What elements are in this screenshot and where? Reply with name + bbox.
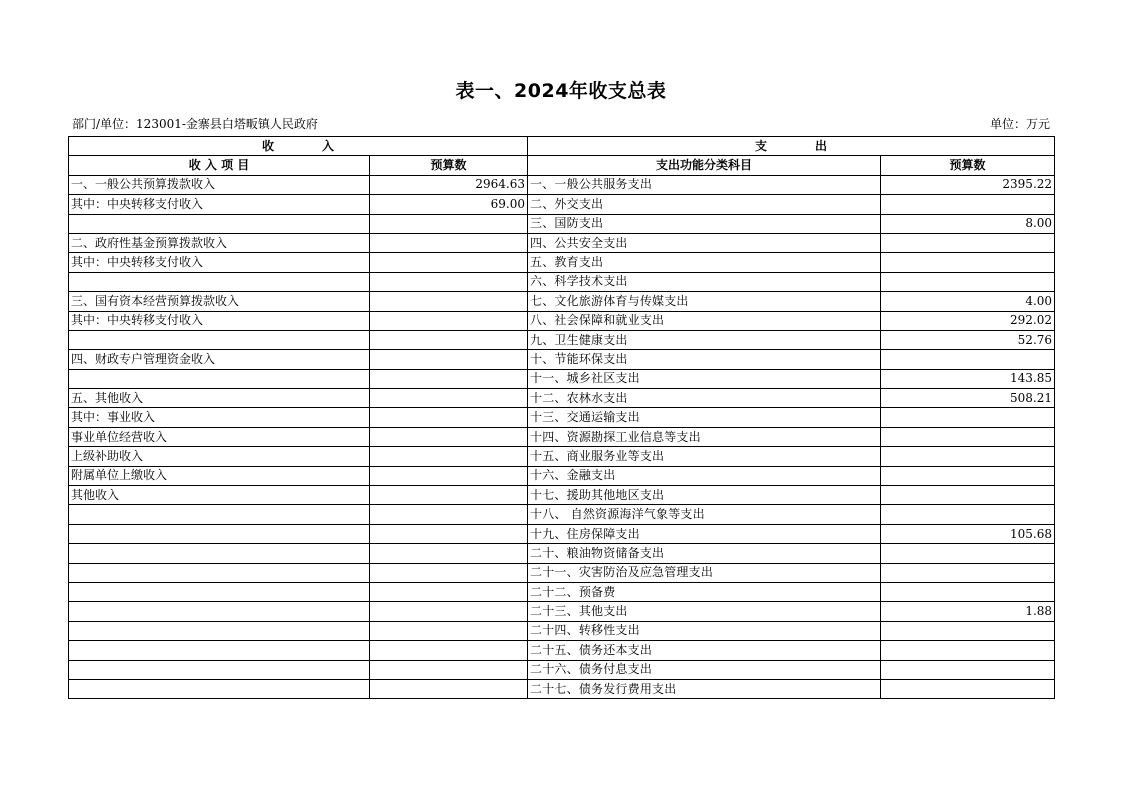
income-item-cell: 三、国有资本经营预算拨款收入: [69, 292, 370, 311]
income-item-cell: [69, 330, 370, 349]
expense-amount-cell: [881, 233, 1055, 252]
income-amount-cell: [370, 408, 528, 427]
table-row: [69, 311, 1055, 330]
expense-item-cell: 二十三、其他支出: [528, 602, 881, 621]
income-item-cell: [69, 660, 370, 679]
expense-item-cell: 四、公共安全支出: [528, 233, 881, 252]
table-row: [69, 660, 1055, 679]
income-item-cell: [69, 582, 370, 601]
expense-amount-cell: [881, 427, 1055, 446]
table-row: [69, 447, 1055, 466]
expense-amount-cell: [881, 195, 1055, 214]
income-amount-cell: [370, 582, 528, 601]
income-item-cell: 五、其他收入: [69, 389, 370, 408]
table-header-row-2: [69, 156, 1055, 175]
table-row: [69, 563, 1055, 582]
income-item-cell: [69, 524, 370, 543]
expense-amount-cell: 508.21: [881, 389, 1055, 408]
table-row: [69, 330, 1055, 349]
expense-item-cell: 十七、援助其他地区支出: [528, 486, 881, 505]
income-amount-cell: [370, 505, 528, 524]
income-amount-cell: [370, 292, 528, 311]
expense-amount-cell: 105.68: [881, 524, 1055, 543]
table-row: [69, 272, 1055, 291]
expense-item-cell: 七、文化旅游体育与传媒支出: [528, 292, 881, 311]
expense-amount-cell: [881, 679, 1055, 698]
expense-item-cell: 十一、城乡社区支出: [528, 369, 881, 388]
income-header: 收 入: [69, 137, 528, 156]
income-item-cell: 一、一般公共预算拨款收入: [69, 175, 370, 194]
expense-header: 支 出: [528, 137, 1055, 156]
expense-budget-header: 预算数: [881, 156, 1055, 175]
income-item-header: 收 入 项 目: [69, 156, 370, 175]
income-item-cell: [69, 602, 370, 621]
income-amount-cell: [370, 466, 528, 485]
income-item-cell: [69, 214, 370, 233]
table-row: [69, 233, 1055, 252]
table-row: [69, 292, 1055, 311]
income-amount-cell: [370, 389, 528, 408]
expense-item-cell: 二、外交支出: [528, 195, 881, 214]
income-item-cell: 事业单位经营收入: [69, 427, 370, 446]
income-amount-cell: [370, 544, 528, 563]
expense-amount-cell: [881, 486, 1055, 505]
income-amount-cell: [370, 233, 528, 252]
income-amount-cell: [370, 563, 528, 582]
budget-table: [68, 136, 1055, 699]
expense-item-cell: 二十四、转移性支出: [528, 621, 881, 640]
expense-amount-cell: [881, 466, 1055, 485]
expense-item-cell: 十、节能环保支出: [528, 350, 881, 369]
expense-item-cell: 十二、农林水支出: [528, 389, 881, 408]
income-amount-cell: [370, 660, 528, 679]
expense-amount-cell: [881, 582, 1055, 601]
expense-item-cell: 十六、金融支出: [528, 466, 881, 485]
income-item-cell: [69, 641, 370, 660]
expense-amount-cell: [881, 408, 1055, 427]
expense-item-cell: 三、国防支出: [528, 214, 881, 233]
expense-amount-cell: 2395.22: [881, 175, 1055, 194]
income-amount-cell: 2964.63: [370, 175, 528, 194]
income-item-cell: 上级补助收入: [69, 447, 370, 466]
income-item-cell: [69, 272, 370, 291]
income-item-cell: [69, 621, 370, 640]
income-amount-cell: [370, 486, 528, 505]
expense-amount-cell: [881, 505, 1055, 524]
income-amount-cell: [370, 524, 528, 543]
table-row: [69, 602, 1055, 621]
income-amount-cell: [370, 427, 528, 446]
income-item-cell: 其他收入: [69, 486, 370, 505]
table-row: [69, 214, 1055, 233]
income-amount-cell: [370, 311, 528, 330]
income-item-cell: [69, 369, 370, 388]
income-amount-cell: [370, 330, 528, 349]
table-row: [69, 466, 1055, 485]
income-amount-cell: 69.00: [370, 195, 528, 214]
expense-item-cell: 五、教育支出: [528, 253, 881, 272]
expense-item-cell: 十四、资源勘探工业信息等支出: [528, 427, 881, 446]
expense-item-cell: 十八、 自然资源海洋气象等支出: [528, 505, 881, 524]
expense-item-cell: 十三、交通运输支出: [528, 408, 881, 427]
income-amount-cell: [370, 214, 528, 233]
expense-amount-cell: 1.88: [881, 602, 1055, 621]
expense-amount-cell: [881, 253, 1055, 272]
income-item-cell: 四、财政专户管理资金收入: [69, 350, 370, 369]
table-row: [69, 195, 1055, 214]
income-item-cell: 其中：事业收入: [69, 408, 370, 427]
expense-amount-cell: 292.02: [881, 311, 1055, 330]
table-row: [69, 641, 1055, 660]
income-amount-cell: [370, 253, 528, 272]
expense-item-cell: 六、科学技术支出: [528, 272, 881, 291]
table-row: [69, 505, 1055, 524]
expense-item-cell: 十五、商业服务业等支出: [528, 447, 881, 466]
expense-item-cell: 二十五、债务还本支出: [528, 641, 881, 660]
expense-amount-cell: 143.85: [881, 369, 1055, 388]
expense-amount-cell: [881, 447, 1055, 466]
income-item-cell: [69, 505, 370, 524]
expense-item-cell: 一、一般公共服务支出: [528, 175, 881, 194]
expense-amount-cell: 52.76: [881, 330, 1055, 349]
table-row: [69, 679, 1055, 698]
expense-item-cell: 二十二、预备费: [528, 582, 881, 601]
income-amount-cell: [370, 641, 528, 660]
expense-item-header: 支出功能分类科目: [528, 156, 881, 175]
expense-item-cell: 二十一、灾害防治及应急管理支出: [528, 563, 881, 582]
expense-amount-cell: 4.00: [881, 292, 1055, 311]
income-item-cell: [69, 563, 370, 582]
income-amount-cell: [370, 369, 528, 388]
income-budget-header: 预算数: [370, 156, 528, 175]
table-row: [69, 389, 1055, 408]
table-row: [69, 486, 1055, 505]
income-item-cell: 其中：中央转移支付收入: [69, 195, 370, 214]
income-amount-cell: [370, 679, 528, 698]
department-label: 部门/单位：123001-金寨县白塔畈镇人民政府: [72, 117, 318, 131]
table-row: [69, 408, 1055, 427]
income-amount-cell: [370, 272, 528, 291]
income-amount-cell: [370, 602, 528, 621]
expense-item-cell: 二十七、债务发行费用支出: [528, 679, 881, 698]
expense-amount-cell: [881, 641, 1055, 660]
expense-amount-cell: [881, 544, 1055, 563]
income-item-cell: 其中：中央转移支付收入: [69, 311, 370, 330]
expense-item-cell: 十九、住房保障支出: [528, 524, 881, 543]
income-item-cell: 附属单位上缴收入: [69, 466, 370, 485]
table-row: [69, 369, 1055, 388]
expense-item-cell: 九、卫生健康支出: [528, 330, 881, 349]
table-row: [69, 544, 1055, 563]
table-row: [69, 524, 1055, 543]
table-row: [69, 175, 1055, 194]
expense-amount-cell: [881, 272, 1055, 291]
table-row: [69, 427, 1055, 446]
unit-label: 单位：万元: [989, 117, 1050, 131]
table-row: [69, 582, 1055, 601]
income-amount-cell: [370, 621, 528, 640]
expense-amount-cell: [881, 660, 1055, 679]
table-row: [69, 621, 1055, 640]
income-amount-cell: [370, 447, 528, 466]
table-row: [69, 253, 1055, 272]
income-item-cell: 其中：中央转移支付收入: [69, 253, 370, 272]
income-item-cell: [69, 544, 370, 563]
expense-amount-cell: [881, 621, 1055, 640]
expense-item-cell: 二十六、债务付息支出: [528, 660, 881, 679]
expense-amount-cell: [881, 350, 1055, 369]
table-row: [69, 350, 1055, 369]
expense-amount-cell: [881, 563, 1055, 582]
page-title: 表一、2024年收支总表: [455, 80, 667, 102]
expense-amount-cell: 8.00: [881, 214, 1055, 233]
income-item-cell: 二、政府性基金预算拨款收入: [69, 233, 370, 252]
expense-item-cell: 八、社会保障和就业支出: [528, 311, 881, 330]
table-header-row-1: [69, 137, 1055, 156]
expense-item-cell: 二十、粮油物资储备支出: [528, 544, 881, 563]
income-amount-cell: [370, 350, 528, 369]
income-item-cell: [69, 679, 370, 698]
